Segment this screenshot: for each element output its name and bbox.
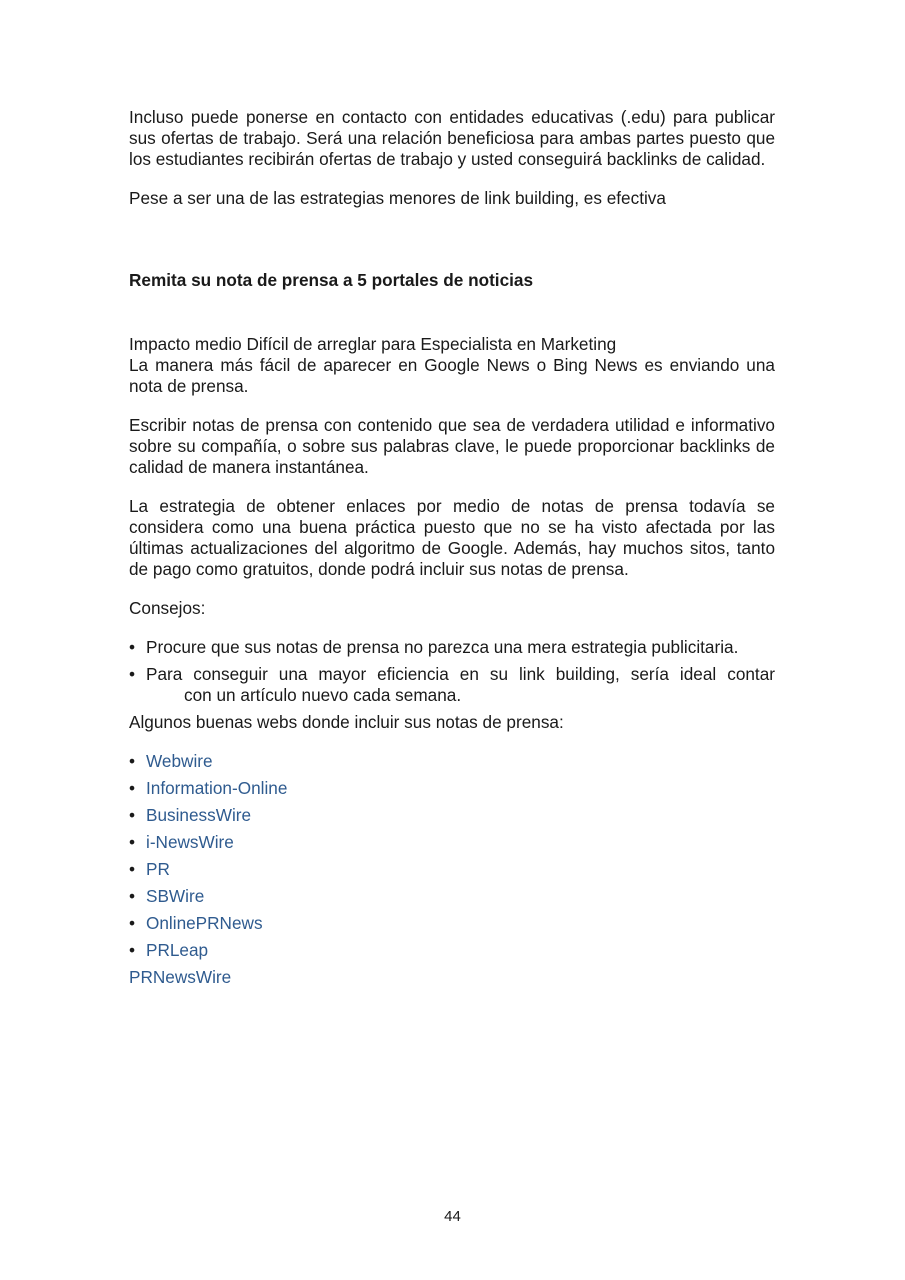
list-item <box>129 940 775 967</box>
impact-line: Impacto medio Difícil de arreglar para Especialista en Marketing <box>129 334 617 354</box>
list-item <box>129 751 775 778</box>
section-heading: Remita su nota de prensa a 5 portales de noticias <box>129 270 534 290</box>
list-item <box>129 637 775 658</box>
list-item <box>129 778 775 805</box>
link-prleap[interactable]: PRLeap <box>146 940 209 960</box>
tip-text-continuation: con un artículo nuevo cada semana. <box>184 685 462 705</box>
tips-list <box>129 637 775 706</box>
list-item <box>129 886 775 913</box>
paragraph-effective: Pese a ser una de las estrategias menores de link building, es efectiva <box>129 188 666 208</box>
list-item <box>129 859 775 886</box>
webs-label: Algunos buenas webs donde incluir sus notas de prensa: <box>129 712 564 732</box>
paragraph-google-news: La manera más fácil de aparecer en Google News o Bing News es enviando una nota de prensa. <box>129 355 775 396</box>
link-webwire[interactable]: Webwire <box>146 751 213 771</box>
link-information-online[interactable]: Information-Online <box>146 778 288 798</box>
paragraph-strategy: La estrategia de obtener enlaces por medio de notas de prensa todavía se considera como una buena práctica puesto que no se ha visto afectada por las últimas actualizaciones del algoritmo de Google. Además, hay muchos sitos, tanto de pago como gratuitos, donde podrá incluir sus notas de prensa. <box>129 496 775 579</box>
list-item <box>129 805 775 832</box>
tip-text: Procure que sus notas de prensa no parezca una mera estrategia publicitaria. <box>146 637 739 657</box>
tips-label: Consejos: <box>129 598 206 618</box>
link-onlineprnews[interactable]: OnlinePRNews <box>146 913 263 933</box>
list-item <box>129 832 775 859</box>
list-item <box>129 664 775 706</box>
paragraph-edu: Incluso puede ponerse en contacto con entidades educativas (.edu) para publicar sus ofertas de trabajo. Será una relación beneficiosa para ambas partes puesto que los estudiantes recibirán ofertas de trabajo y usted conseguirá backlinks de calidad. <box>129 107 775 169</box>
link-prnewswire[interactable]: PRNewsWire <box>129 967 232 987</box>
paragraph-write-notes: Escribir notas de prensa con contenido que sea de verdadera utilidad e informativo sobre su compañía, o sobre sus palabras clave, le puede proporcionar backlinks de calidad de manera instantánea. <box>129 415 775 477</box>
link-i-newswire[interactable]: i-NewsWire <box>146 832 234 852</box>
link-businesswire[interactable]: BusinessWire <box>146 805 252 825</box>
link-sbwire[interactable]: SBWire <box>146 886 205 906</box>
link-pr[interactable]: PR <box>146 859 170 879</box>
list-item <box>129 913 775 940</box>
tip-text: • Para conseguir una mayor eficiencia en su link building, sería ideal contar <box>146 664 775 684</box>
page-number: 44 <box>444 1208 461 1225</box>
document-page <box>129 107 775 988</box>
links-list <box>129 751 775 967</box>
